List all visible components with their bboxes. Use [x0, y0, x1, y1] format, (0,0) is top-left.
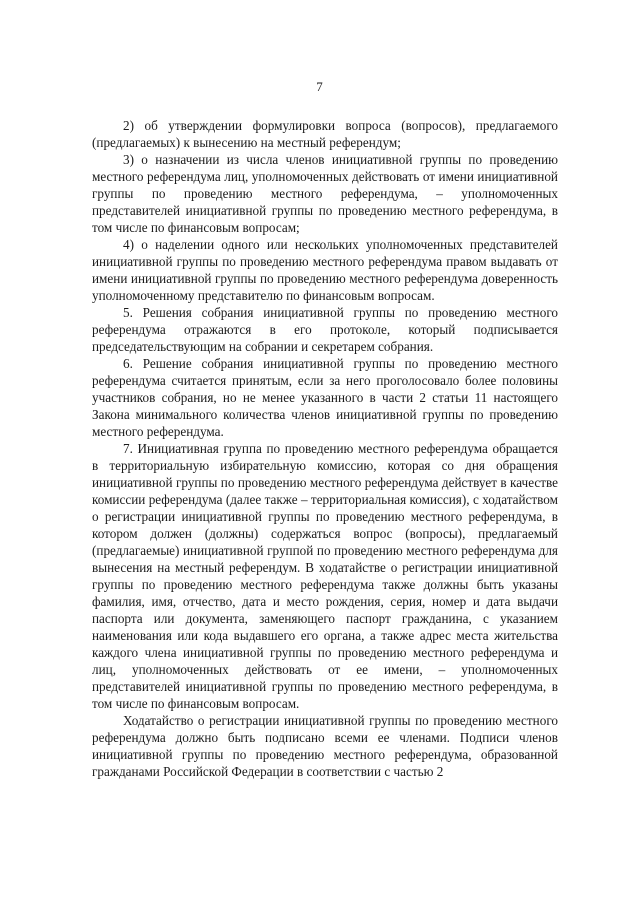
paragraph-item-3: 3) о назначении из числа членов инициативной группы по проведению местного референдума лиц, уполномоченных действовать от имени инициативной группы по проведению местного референдума, – уполномоченных представителей инициативной группы по проведению местного референдума, в том числе по финансовым вопросам;: [92, 152, 558, 235]
paragraph-item-2: 2) об утверждении формулировки вопроса (вопросов), предлагаемого (предлагаемых) к вынесению на местный референдум;: [92, 118, 558, 150]
paragraph-petition: Ходатайство о регистрации инициативной группы по проведению местного референдума должно быть подписано всеми ее членами. Подписи членов инициативной группы по проведению местного референдума, образованной гражданами Российской Федерации в соответствии с частью 2: [92, 713, 558, 779]
paragraph-section-6: 6. Решение собрания инициативной группы по проведению местного референдума считается принятым, если за него проголосовало более половины участников собрания, но не менее указанного в части 2 статьи 11 настоящего Закона минимального количества членов инициативной группы по проведению местного референдума.: [92, 356, 558, 439]
document-body: [92, 117, 558, 780]
paragraph-section-7: 7. Инициативная группа по проведению местного референдума обращается в территориальную избирательную комиссию, которая со дня обращения инициативной группы по проведению местного референдума действует в качестве комиссии референдума (далее также – территориальная комиссия), с ходатайством о регистрации инициативной группы по проведению местного референдума, в котором должен (должны) содержаться вопрос (вопросы), предлагаемый (предлагаемые) инициативной группой по проведению местного референдума для вынесения на местный референдум. В ходатайстве о регистрации инициативной группы по проведению местного референдума также должны быть указаны фамилия, имя, отчество, дата и место рождения, серия, номер и дата выдачи паспорта или документа, заменяющего паспорт гражданина, с указанием наименования или кода выдавшего его органа, а также адрес места жительства каждого члена инициативной группы по проведению местного референдума и лиц, уполномоченных действовать от ее имени, – уполномоченных представителей инициативной группы по проведению местного референдума, в том числе по финансовым вопросам.: [92, 441, 558, 711]
paragraph-section-5: 5. Решения собрания инициативной группы по проведению местного референдума отражаются в его протоколе, который подписывается председательствующим на собрании и секретарем собрания.: [92, 305, 558, 354]
page-number: 7: [316, 79, 323, 94]
paragraph-item-4: 4) о наделении одного или нескольких уполномоченных представителей инициативной группы по проведению местного референдума правом выдавать от имени инициативной группы по проведению местного референдума доверенность уполномоченному представителю по финансовым вопросам.: [92, 237, 558, 303]
